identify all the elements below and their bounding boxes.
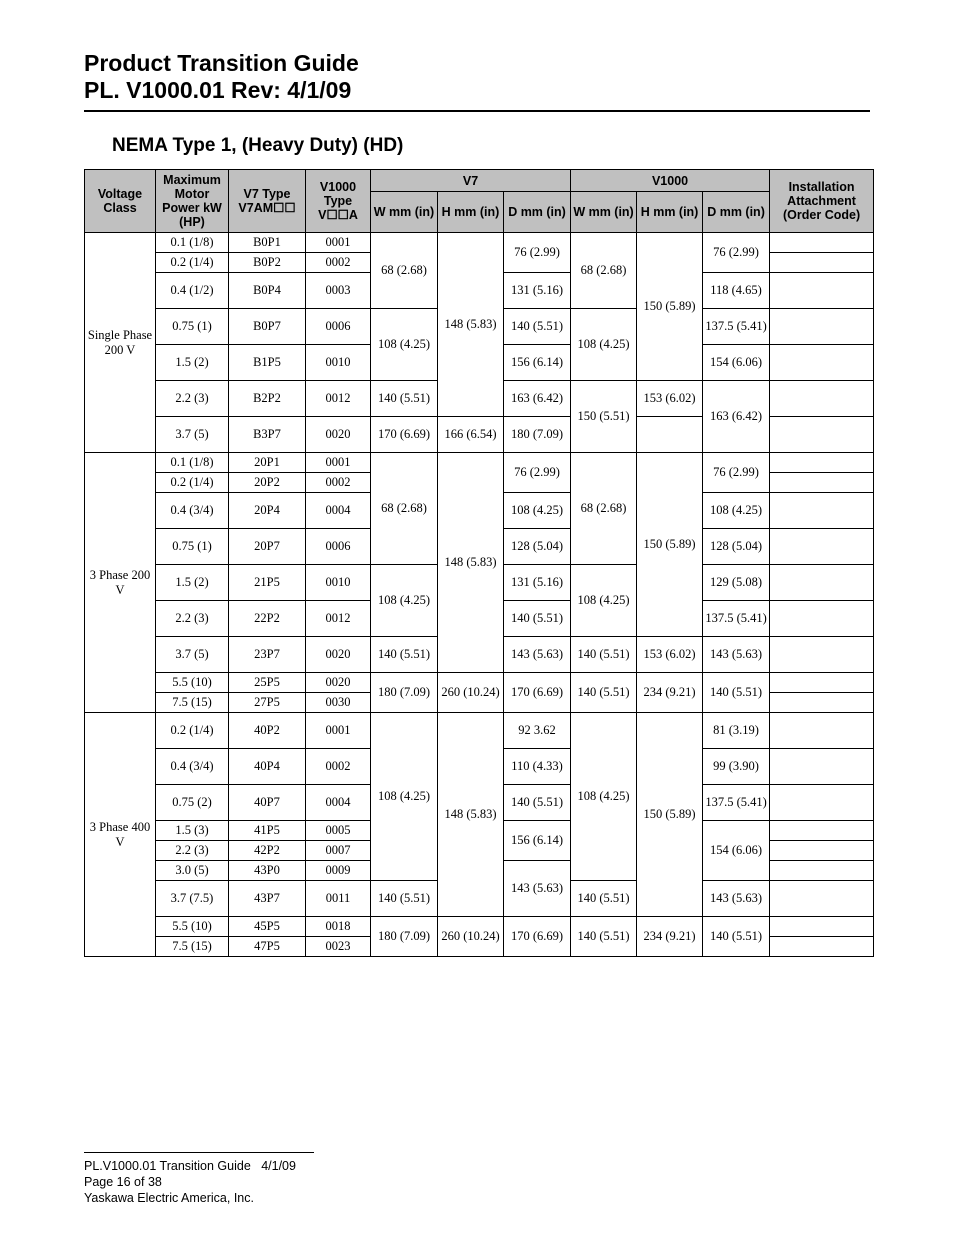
v7-depth-cell: 143 (5.63) [504,637,571,673]
v7-type-cell: 45P5 [229,917,306,937]
header-v7-depth: D mm (in) [504,192,571,233]
v7-width-cell: 140 (5.51) [371,881,438,917]
header-v7-width: W mm (in) [371,192,438,233]
installation-attachment-cell [770,785,874,821]
motor-power-cell: 1.5 (2) [156,345,229,381]
v7-type-cell: 20P2 [229,473,306,493]
v1000-height-cell: 153 (6.02) [637,637,703,673]
motor-power-cell: 0.75 (1) [156,309,229,345]
motor-power-cell: 0.75 (2) [156,785,229,821]
v1000-height-cell: 153 (6.02) [637,381,703,417]
v1000-type-cell: 0005 [306,821,371,841]
installation-attachment-cell [770,881,874,917]
v1000-type-cell: 0003 [306,273,371,309]
v1000-depth-cell: 140 (5.51) [703,917,770,957]
installation-attachment-cell [770,693,874,713]
v7-type-cell: B0P7 [229,309,306,345]
v7-depth-cell: 140 (5.51) [504,601,571,637]
motor-power-cell: 2.2 (3) [156,601,229,637]
v7-depth-cell: 156 (6.14) [504,821,571,861]
v1000-depth-cell: 81 (3.19) [703,713,770,749]
v1000-height-cell: 150 (5.89) [637,453,703,637]
motor-power-cell: 0.4 (3/4) [156,749,229,785]
v7-height-cell: 148 (5.83) [438,713,504,917]
v1000-type-cell: 0020 [306,673,371,693]
v7-depth-cell: 170 (6.69) [504,673,571,713]
v1000-width-cell: 68 (2.68) [571,233,637,309]
installation-attachment-cell [770,309,874,345]
v1000-depth-cell: 154 (6.06) [703,821,770,881]
page-footer [84,1158,296,1206]
motor-power-cell: 3.7 (5) [156,417,229,453]
v1000-type-cell: 0010 [306,565,371,601]
v1000-depth-cell: 137.5 (5.41) [703,601,770,637]
document-title-line1: Product Transition Guide [84,50,359,76]
installation-attachment-cell [770,493,874,529]
installation-attachment-cell [770,637,874,673]
v7-depth-cell: 163 (6.42) [504,381,571,417]
v1000-type-cell: 0007 [306,841,371,861]
v7-width-cell: 180 (7.09) [371,917,438,957]
header-voltage-class: Voltage Class [85,170,156,233]
motor-power-cell: 0.2 (1/4) [156,713,229,749]
v1000-type-cell: 0018 [306,917,371,937]
v7-width-cell: 140 (5.51) [371,381,438,417]
v7-type-cell: 20P7 [229,529,306,565]
motor-power-cell: 3.7 (7.5) [156,881,229,917]
v7-depth-cell: 128 (5.04) [504,529,571,565]
motor-power-cell: 1.5 (2) [156,565,229,601]
v1000-width-cell: 140 (5.51) [571,673,637,713]
v7-width-cell: 108 (4.25) [371,565,438,637]
v7-type-cell: 43P7 [229,881,306,917]
v1000-type-cell: 0012 [306,381,371,417]
v1000-width-cell: 140 (5.51) [571,637,637,673]
header-v7-type: V7 Type V7AM☐☐ [229,170,306,233]
table-row [85,917,874,937]
v7-depth-cell: 108 (4.25) [504,493,571,529]
motor-power-cell: 0.75 (1) [156,529,229,565]
v7-width-cell: 180 (7.09) [371,673,438,713]
v7-width-cell: 108 (4.25) [371,713,438,881]
v1000-type-cell: 0006 [306,309,371,345]
v1000-depth-cell: 140 (5.51) [703,673,770,713]
v1000-height-cell [637,417,703,453]
v7-depth-cell: 92 3.62 [504,713,571,749]
v7-type-cell: 21P5 [229,565,306,601]
v7-type-cell: B0P1 [229,233,306,253]
v7-depth-cell: 76 (2.99) [504,233,571,273]
v7-height-cell: 148 (5.83) [438,453,504,673]
v7-type-cell: 41P5 [229,821,306,841]
v7-depth-cell: 76 (2.99) [504,453,571,493]
v1000-type-cell: 0020 [306,637,371,673]
v1000-depth-cell: 163 (6.42) [703,381,770,453]
document-title [84,50,359,104]
v7-type-cell: 23P7 [229,637,306,673]
v7-depth-cell: 140 (5.51) [504,785,571,821]
motor-power-cell: 2.2 (3) [156,381,229,417]
v7-width-cell: 108 (4.25) [371,309,438,381]
installation-attachment-cell [770,749,874,785]
v1000-height-cell: 150 (5.89) [637,713,703,917]
footer-divider [84,1152,314,1153]
v7-type-cell: 40P2 [229,713,306,749]
v7-height-cell: 260 (10.24) [438,673,504,713]
v1000-type-cell: 0010 [306,345,371,381]
v7-height-cell: 166 (6.54) [438,417,504,453]
v7-type-cell: 27P5 [229,693,306,713]
installation-attachment-cell [770,861,874,881]
header-installation-attachment: Installation Attachment (Order Code) [770,170,874,233]
header-v1000-depth: D mm (in) [703,192,770,233]
v7-type-cell: 22P2 [229,601,306,637]
v1000-width-cell: 140 (5.51) [571,917,637,957]
document-title-line2: PL. V1000.01 Rev: 4/1/09 [84,77,352,103]
v7-type-cell: 42P2 [229,841,306,861]
v1000-depth-cell: 108 (4.25) [703,493,770,529]
motor-power-cell: 0.4 (3/4) [156,493,229,529]
v7-height-cell: 260 (10.24) [438,917,504,957]
v7-depth-cell: 110 (4.33) [504,749,571,785]
installation-attachment-cell [770,917,874,937]
motor-power-cell: 0.1 (1/8) [156,453,229,473]
title-divider [84,110,870,112]
v1000-type-cell: 0011 [306,881,371,917]
installation-attachment-cell [770,273,874,309]
header-v1000-group: V1000 [571,170,770,192]
v1000-width-cell: 150 (5.51) [571,381,637,453]
installation-attachment-cell [770,345,874,381]
v1000-height-cell: 150 (5.89) [637,233,703,381]
dimension-table [84,169,874,957]
installation-attachment-cell [770,673,874,693]
v7-width-cell: 68 (2.68) [371,453,438,565]
motor-power-cell: 0.4 (1/2) [156,273,229,309]
installation-attachment-cell [770,713,874,749]
header-motor-power: Maximum Motor Power kW (HP) [156,170,229,233]
v7-depth-cell: 131 (5.16) [504,273,571,309]
installation-attachment-cell [770,253,874,273]
v7-depth-cell: 156 (6.14) [504,345,571,381]
v1000-depth-cell: 76 (2.99) [703,453,770,493]
v1000-depth-cell: 76 (2.99) [703,233,770,273]
v1000-depth-cell: 118 (4.65) [703,273,770,309]
v1000-depth-cell: 154 (6.06) [703,345,770,381]
table-row [85,233,874,253]
v1000-width-cell: 68 (2.68) [571,453,637,565]
v1000-type-cell: 0001 [306,453,371,473]
v1000-type-cell: 0002 [306,749,371,785]
v7-width-cell: 140 (5.51) [371,637,438,673]
v7-depth-cell: 180 (7.09) [504,417,571,453]
v1000-type-cell: 0002 [306,253,371,273]
v1000-depth-cell: 143 (5.63) [703,881,770,917]
v1000-depth-cell: 128 (5.04) [703,529,770,565]
v1000-type-cell: 0012 [306,601,371,637]
v1000-width-cell: 108 (4.25) [571,565,637,637]
installation-attachment-cell [770,937,874,957]
v7-type-cell: B0P2 [229,253,306,273]
installation-attachment-cell [770,417,874,453]
v1000-width-cell: 140 (5.51) [571,881,637,917]
v7-depth-cell: 131 (5.16) [504,565,571,601]
installation-attachment-cell [770,529,874,565]
v7-type-cell: 20P4 [229,493,306,529]
v1000-width-cell: 108 (4.25) [571,713,637,881]
voltage-class-cell: 3 Phase 400 V [85,713,156,957]
motor-power-cell: 5.5 (10) [156,917,229,937]
v1000-type-cell: 0004 [306,785,371,821]
v7-type-cell: 40P4 [229,749,306,785]
v1000-depth-cell: 143 (5.63) [703,637,770,673]
installation-attachment-cell [770,565,874,601]
installation-attachment-cell [770,821,874,841]
v1000-depth-cell: 137.5 (5.41) [703,309,770,345]
installation-attachment-cell [770,841,874,861]
v1000-type-cell: 0001 [306,713,371,749]
v1000-type-cell: 0001 [306,233,371,253]
v7-type-cell: B2P2 [229,381,306,417]
installation-attachment-cell [770,473,874,493]
table-row [85,453,874,473]
v7-type-cell: 20P1 [229,453,306,473]
v1000-depth-cell: 99 (3.90) [703,749,770,785]
footer-company: Yaskawa Electric America, Inc. [84,1191,254,1205]
v1000-depth-cell: 129 (5.08) [703,565,770,601]
installation-attachment-cell [770,233,874,253]
v7-width-cell: 68 (2.68) [371,233,438,309]
v7-type-cell: 40P7 [229,785,306,821]
footer-page-number: Page 16 of 38 [84,1175,162,1189]
motor-power-cell: 0.2 (1/4) [156,473,229,493]
v7-depth-cell: 170 (6.69) [504,917,571,957]
header-v1000-height: H mm (in) [637,192,703,233]
v7-height-cell: 148 (5.83) [438,233,504,417]
installation-attachment-cell [770,453,874,473]
v7-type-cell: 25P5 [229,673,306,693]
footer-document-line: PL.V1000.01 Transition Guide 4/1/09 [84,1159,296,1173]
motor-power-cell: 7.5 (15) [156,693,229,713]
motor-power-cell: 0.2 (1/4) [156,253,229,273]
section-title: NEMA Type 1, (Heavy Duty) (HD) [112,135,404,156]
header-v1000-width: W mm (in) [571,192,637,233]
v7-type-cell: B0P4 [229,273,306,309]
v7-type-cell: B1P5 [229,345,306,381]
v1000-height-cell: 234 (9.21) [637,917,703,957]
v1000-depth-cell: 137.5 (5.41) [703,785,770,821]
header-v1000-type: V1000 Type V☐☐A [306,170,371,233]
installation-attachment-cell [770,381,874,417]
v7-width-cell: 170 (6.69) [371,417,438,453]
motor-power-cell: 1.5 (3) [156,821,229,841]
v1000-type-cell: 0020 [306,417,371,453]
motor-power-cell: 0.1 (1/8) [156,233,229,253]
v1000-type-cell: 0030 [306,693,371,713]
v7-type-cell: 43P0 [229,861,306,881]
v1000-type-cell: 0023 [306,937,371,957]
v7-type-cell: 47P5 [229,937,306,957]
v1000-type-cell: 0009 [306,861,371,881]
v1000-type-cell: 0002 [306,473,371,493]
installation-attachment-cell [770,601,874,637]
v7-depth-cell: 140 (5.51) [504,309,571,345]
table-row [85,713,874,749]
v1000-width-cell: 108 (4.25) [571,309,637,381]
v1000-type-cell: 0004 [306,493,371,529]
voltage-class-cell: Single Phase 200 V [85,233,156,453]
v1000-type-cell: 0006 [306,529,371,565]
motor-power-cell: 5.5 (10) [156,673,229,693]
v7-depth-cell: 143 (5.63) [504,861,571,917]
motor-power-cell: 7.5 (15) [156,937,229,957]
header-v7-height: H mm (in) [438,192,504,233]
motor-power-cell: 3.0 (5) [156,861,229,881]
motor-power-cell: 3.7 (5) [156,637,229,673]
v1000-height-cell: 234 (9.21) [637,673,703,713]
table-row [85,673,874,693]
voltage-class-cell: 3 Phase 200 V [85,453,156,713]
header-v7-group: V7 [371,170,571,192]
motor-power-cell: 2.2 (3) [156,841,229,861]
v7-type-cell: B3P7 [229,417,306,453]
